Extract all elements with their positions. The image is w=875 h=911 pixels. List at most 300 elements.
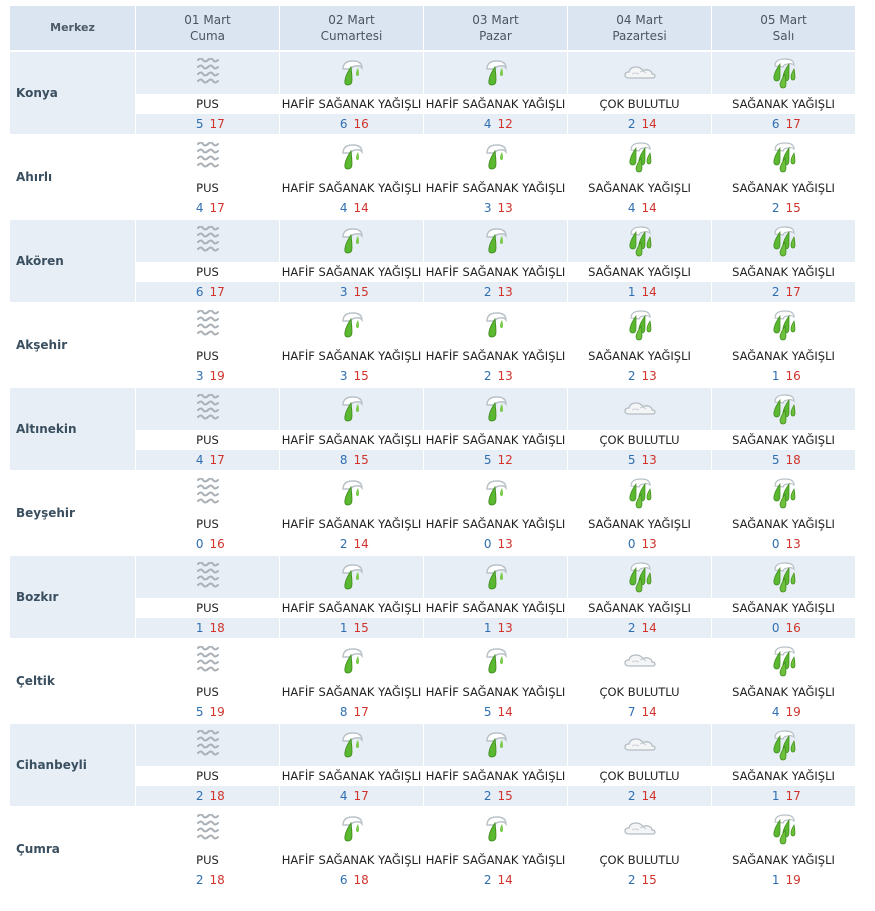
min-temp: 2: [627, 621, 636, 635]
temperature-cell: [280, 618, 424, 638]
temperature-cell: [712, 282, 856, 302]
weather-icon-cell: [280, 134, 424, 178]
min-temp: 7: [627, 705, 636, 719]
weather-icon-cell: [712, 470, 856, 514]
max-temp: 19: [209, 369, 225, 383]
fog-icon: [195, 735, 221, 754]
min-temp: 3: [195, 369, 204, 383]
temperature-cell: [424, 450, 568, 470]
temperature-cell: [136, 618, 280, 638]
weather-icon-cell: [568, 470, 712, 514]
condition-text: SAĞANAK YAĞIŞLI: [712, 178, 856, 198]
min-temp: 0: [627, 537, 636, 551]
weather-icon-cell: [136, 218, 280, 262]
condition-text: ÇOK BULUTLU: [568, 766, 712, 786]
city-condition-row: [10, 262, 856, 282]
temperature-cell: [136, 114, 280, 134]
city-condition-row: [10, 850, 856, 870]
city-name[interactable]: Altınekin: [10, 386, 136, 470]
min-temp: 2: [339, 537, 348, 551]
max-temp: 13: [497, 369, 513, 383]
header-row: [10, 6, 856, 50]
max-temp: 13: [641, 537, 657, 551]
max-temp: 19: [209, 705, 225, 719]
max-temp: 19: [785, 873, 801, 887]
fog-icon: [195, 399, 221, 418]
condition-text: HAFİF SAĞANAK YAĞIŞLI: [424, 178, 568, 198]
temperature-cell: [280, 534, 424, 554]
day-header: [136, 6, 280, 50]
weather-icon-cell: [424, 218, 568, 262]
temperature-cell: [280, 450, 424, 470]
min-temp: 5: [483, 453, 492, 467]
city-condition-row: [10, 430, 856, 450]
weather-icon-cell: [280, 470, 424, 514]
min-temp: 4: [195, 201, 204, 215]
weather-icon-cell: [136, 134, 280, 178]
min-temp: 1: [627, 285, 636, 299]
max-temp: 13: [497, 285, 513, 299]
shower-icon: [767, 483, 801, 502]
day-header: [424, 6, 568, 50]
min-temp: 6: [339, 873, 348, 887]
condition-text: SAĞANAK YAĞIŞLI: [568, 346, 712, 366]
weather-icon-cell: [568, 302, 712, 346]
fog-icon: [195, 231, 221, 250]
weather-icon-cell: [568, 554, 712, 598]
condition-text: ÇOK BULUTLU: [568, 850, 712, 870]
max-temp: 13: [497, 537, 513, 551]
temperature-cell: [424, 618, 568, 638]
max-temp: 16: [209, 537, 225, 551]
light-shower-icon: [337, 819, 367, 838]
max-temp: 14: [497, 873, 513, 887]
max-temp: 13: [497, 201, 513, 215]
temperature-cell: [712, 618, 856, 638]
weather-icon-cell: [136, 50, 280, 94]
shower-icon: [767, 399, 801, 418]
weather-icon-cell: [424, 470, 568, 514]
city-icon-row: [10, 722, 856, 766]
min-temp: 1: [483, 621, 492, 635]
weather-icon-cell: [136, 554, 280, 598]
min-temp: 5: [195, 705, 204, 719]
max-temp: 15: [497, 789, 513, 803]
min-temp: 4: [339, 789, 348, 803]
weather-icon-cell: [568, 638, 712, 682]
min-temp: 2: [627, 789, 636, 803]
min-temp: 1: [339, 621, 348, 635]
condition-text: PUS: [136, 430, 280, 450]
weather-icon-cell: [280, 386, 424, 430]
city-temp-row: [10, 198, 856, 218]
condition-text: PUS: [136, 766, 280, 786]
max-temp: 15: [785, 201, 801, 215]
city-name[interactable]: Cihanbeyli: [10, 722, 136, 806]
weather-icon-cell: [568, 722, 712, 766]
max-temp: 14: [641, 789, 657, 803]
weather-icon-cell: [712, 638, 856, 682]
city-icon-row: [10, 218, 856, 262]
shower-icon: [623, 315, 657, 334]
weather-icon-cell: [712, 50, 856, 94]
fog-icon: [195, 315, 221, 334]
weather-icon-cell: [712, 806, 856, 850]
condition-text: SAĞANAK YAĞIŞLI: [568, 262, 712, 282]
cloudy-icon: [623, 63, 657, 82]
city-temp-row: [10, 114, 856, 134]
condition-text: HAFİF SAĞANAK YAĞIŞLI: [280, 94, 424, 114]
min-temp: 2: [483, 873, 492, 887]
light-shower-icon: [337, 147, 367, 166]
forecast-table: [10, 6, 856, 890]
light-shower-icon: [481, 231, 511, 250]
min-temp: 5: [483, 705, 492, 719]
temperature-cell: [136, 786, 280, 806]
temperature-cell: [280, 114, 424, 134]
light-shower-icon: [481, 567, 511, 586]
fog-icon: [195, 147, 221, 166]
min-temp: 3: [339, 369, 348, 383]
shower-icon: [623, 567, 657, 586]
fog-icon: [195, 63, 221, 82]
corner-header: Merkez: [10, 6, 136, 50]
condition-text: SAĞANAK YAĞIŞLI: [712, 598, 856, 618]
temperature-cell: [568, 114, 712, 134]
shower-icon: [767, 231, 801, 250]
shower-icon: [767, 651, 801, 670]
weather-icon-cell: [424, 554, 568, 598]
max-temp: 15: [641, 873, 657, 887]
city-condition-row: [10, 514, 856, 534]
min-temp: 1: [771, 369, 780, 383]
condition-text: HAFİF SAĞANAK YAĞIŞLI: [280, 682, 424, 702]
light-shower-icon: [481, 483, 511, 502]
fog-icon: [195, 819, 221, 838]
temperature-cell: [280, 282, 424, 302]
temperature-cell: [424, 366, 568, 386]
city-temp-row: [10, 870, 856, 890]
min-temp: 2: [627, 117, 636, 131]
weather-icon-cell: [280, 302, 424, 346]
fog-icon: [195, 567, 221, 586]
temperature-cell: [136, 450, 280, 470]
fog-icon: [195, 483, 221, 502]
max-temp: 16: [785, 621, 801, 635]
day-date: 02 Mart: [328, 13, 375, 27]
weather-icon-cell: [280, 554, 424, 598]
min-temp: 4: [195, 453, 204, 467]
max-temp: 17: [209, 285, 225, 299]
condition-text: HAFİF SAĞANAK YAĞIŞLI: [280, 850, 424, 870]
cloudy-icon: [623, 735, 657, 754]
cloudy-icon: [623, 819, 657, 838]
city-condition-row: [10, 178, 856, 198]
max-temp: 16: [353, 117, 369, 131]
temperature-cell: [136, 702, 280, 722]
temperature-cell: [424, 534, 568, 554]
city-name[interactable]: Çumra: [10, 806, 136, 890]
weather-icon-cell: [424, 134, 568, 178]
city-icon-row: [10, 134, 856, 178]
city-name[interactable]: Ahırlı: [10, 134, 136, 218]
max-temp: 17: [209, 201, 225, 215]
city-temp-row: [10, 450, 856, 470]
max-temp: 17: [209, 117, 225, 131]
max-temp: 18: [209, 873, 225, 887]
temperature-cell: [568, 702, 712, 722]
condition-text: ÇOK BULUTLU: [568, 430, 712, 450]
condition-text: HAFİF SAĞANAK YAĞIŞLI: [424, 514, 568, 534]
condition-text: HAFİF SAĞANAK YAĞIŞLI: [280, 262, 424, 282]
condition-text: SAĞANAK YAĞIŞLI: [712, 682, 856, 702]
day-name: Salı: [772, 29, 795, 43]
day-name: Cuma: [189, 29, 226, 43]
temperature-cell: [280, 702, 424, 722]
city-name[interactable]: Konya: [10, 50, 136, 134]
light-shower-icon: [481, 651, 511, 670]
shower-icon: [767, 567, 801, 586]
weather-icon-cell: [136, 722, 280, 766]
fog-icon: [195, 651, 221, 670]
weather-icon-cell: [568, 218, 712, 262]
weather-icon-cell: [280, 806, 424, 850]
light-shower-icon: [337, 735, 367, 754]
light-shower-icon: [337, 483, 367, 502]
condition-text: SAĞANAK YAĞIŞLI: [712, 850, 856, 870]
temperature-cell: [712, 534, 856, 554]
max-temp: 18: [353, 873, 369, 887]
min-temp: 2: [483, 789, 492, 803]
weather-icon-cell: [568, 386, 712, 430]
city-temp-row: [10, 786, 856, 806]
min-temp: 4: [771, 705, 780, 719]
weather-icon-cell: [424, 50, 568, 94]
city-temp-row: [10, 366, 856, 386]
city-icon-row: [10, 50, 856, 94]
city-icon-row: [10, 806, 856, 850]
city-condition-row: [10, 346, 856, 366]
condition-text: SAĞANAK YAĞIŞLI: [568, 178, 712, 198]
temperature-cell: [280, 870, 424, 890]
max-temp: 17: [785, 117, 801, 131]
max-temp: 19: [785, 705, 801, 719]
day-name: Pazar: [479, 29, 512, 43]
min-temp: 0: [771, 621, 780, 635]
weather-icon-cell: [568, 50, 712, 94]
light-shower-icon: [337, 399, 367, 418]
shower-icon: [767, 147, 801, 166]
condition-text: PUS: [136, 850, 280, 870]
city-temp-row: [10, 534, 856, 554]
max-temp: 17: [353, 789, 369, 803]
weather-icon-cell: [424, 806, 568, 850]
temperature-cell: [424, 870, 568, 890]
temperature-cell: [712, 786, 856, 806]
shower-icon: [767, 735, 801, 754]
condition-text: PUS: [136, 94, 280, 114]
max-temp: 17: [785, 285, 801, 299]
temperature-cell: [424, 786, 568, 806]
weather-icon-cell: [424, 386, 568, 430]
min-temp: 6: [195, 285, 204, 299]
condition-text: HAFİF SAĞANAK YAĞIŞLI: [280, 178, 424, 198]
max-temp: 18: [209, 789, 225, 803]
max-temp: 15: [353, 285, 369, 299]
min-temp: 3: [483, 201, 492, 215]
min-temp: 4: [483, 117, 492, 131]
condition-text: PUS: [136, 598, 280, 618]
temperature-cell: [712, 366, 856, 386]
condition-text: SAĞANAK YAĞIŞLI: [712, 430, 856, 450]
temperature-cell: [136, 366, 280, 386]
min-temp: 1: [771, 873, 780, 887]
condition-text: SAĞANAK YAĞIŞLI: [712, 766, 856, 786]
min-temp: 8: [339, 453, 348, 467]
city-condition-row: [10, 682, 856, 702]
min-temp: 8: [339, 705, 348, 719]
max-temp: 18: [785, 453, 801, 467]
temperature-cell: [136, 198, 280, 218]
city-temp-row: [10, 702, 856, 722]
day-date: 04 Mart: [616, 13, 663, 27]
condition-text: PUS: [136, 346, 280, 366]
condition-text: HAFİF SAĞANAK YAĞIŞLI: [424, 262, 568, 282]
shower-icon: [623, 483, 657, 502]
temperature-cell: [712, 702, 856, 722]
temperature-cell: [136, 282, 280, 302]
max-temp: 15: [353, 369, 369, 383]
city-name[interactable]: Çeltik: [10, 638, 136, 722]
min-temp: 2: [627, 369, 636, 383]
condition-text: HAFİF SAĞANAK YAĞIŞLI: [424, 94, 568, 114]
city-condition-row: [10, 766, 856, 786]
max-temp: 14: [497, 705, 513, 719]
temperature-cell: [280, 366, 424, 386]
day-header: [280, 6, 424, 50]
min-temp: 2: [195, 873, 204, 887]
condition-text: HAFİF SAĞANAK YAĞIŞLI: [424, 598, 568, 618]
light-shower-icon: [481, 147, 511, 166]
weather-icon-cell: [568, 134, 712, 178]
min-temp: 2: [627, 873, 636, 887]
min-temp: 5: [195, 117, 204, 131]
light-shower-icon: [337, 231, 367, 250]
temperature-cell: [424, 282, 568, 302]
temperature-cell: [568, 870, 712, 890]
max-temp: 13: [497, 621, 513, 635]
condition-text: HAFİF SAĞANAK YAĞIŞLI: [280, 766, 424, 786]
condition-text: HAFİF SAĞANAK YAĞIŞLI: [424, 850, 568, 870]
max-temp: 14: [641, 201, 657, 215]
min-temp: 6: [339, 117, 348, 131]
day-date: 01 Mart: [184, 13, 231, 27]
shower-icon: [767, 315, 801, 334]
condition-text: ÇOK BULUTLU: [568, 94, 712, 114]
weather-icon-cell: [712, 134, 856, 178]
condition-text: SAĞANAK YAĞIŞLI: [712, 346, 856, 366]
max-temp: 15: [353, 453, 369, 467]
condition-text: SAĞANAK YAĞIŞLI: [712, 514, 856, 534]
condition-text: HAFİF SAĞANAK YAĞIŞLI: [424, 682, 568, 702]
city-icon-row: [10, 302, 856, 346]
weather-icon-cell: [712, 554, 856, 598]
shower-icon: [767, 819, 801, 838]
max-temp: 16: [785, 369, 801, 383]
temperature-cell: [136, 534, 280, 554]
weather-icon-cell: [136, 638, 280, 682]
max-temp: 14: [353, 537, 369, 551]
city-name[interactable]: Akören: [10, 218, 136, 302]
max-temp: 15: [353, 621, 369, 635]
city-name[interactable]: Akşehir: [10, 302, 136, 386]
city-icon-row: [10, 470, 856, 514]
condition-text: SAĞANAK YAĞIŞLI: [712, 262, 856, 282]
condition-text: HAFİF SAĞANAK YAĞIŞLI: [280, 598, 424, 618]
max-temp: 17: [209, 453, 225, 467]
cloudy-icon: [623, 399, 657, 418]
weather-icon-cell: [424, 638, 568, 682]
weather-icon-cell: [712, 386, 856, 430]
temperature-cell: [136, 870, 280, 890]
temperature-cell: [568, 534, 712, 554]
city-name[interactable]: Beyşehir: [10, 470, 136, 554]
day-date: 03 Mart: [472, 13, 519, 27]
max-temp: 14: [641, 621, 657, 635]
day-date: 05 Mart: [760, 13, 807, 27]
min-temp: 2: [771, 285, 780, 299]
day-header: [568, 6, 712, 50]
light-shower-icon: [337, 651, 367, 670]
condition-text: ÇOK BULUTLU: [568, 682, 712, 702]
light-shower-icon: [481, 63, 511, 82]
temperature-cell: [568, 366, 712, 386]
city-condition-row: [10, 598, 856, 618]
weather-icon-cell: [424, 302, 568, 346]
min-temp: 2: [483, 285, 492, 299]
weather-icon-cell: [136, 470, 280, 514]
light-shower-icon: [481, 735, 511, 754]
light-shower-icon: [337, 63, 367, 82]
max-temp: 14: [641, 285, 657, 299]
temperature-cell: [424, 198, 568, 218]
condition-text: PUS: [136, 514, 280, 534]
condition-text: PUS: [136, 682, 280, 702]
condition-text: PUS: [136, 262, 280, 282]
min-temp: 6: [771, 117, 780, 131]
forecast-table-wrapper: [10, 6, 856, 890]
city-name[interactable]: Bozkır: [10, 554, 136, 638]
light-shower-icon: [481, 399, 511, 418]
min-temp: 5: [627, 453, 636, 467]
shower-icon: [623, 147, 657, 166]
condition-text: HAFİF SAĞANAK YAĞIŞLI: [424, 766, 568, 786]
max-temp: 14: [641, 117, 657, 131]
temperature-cell: [712, 870, 856, 890]
min-temp: 5: [771, 453, 780, 467]
min-temp: 2: [771, 201, 780, 215]
shower-icon: [767, 63, 801, 82]
max-temp: 13: [641, 369, 657, 383]
city-condition-row: [10, 94, 856, 114]
temperature-cell: [280, 198, 424, 218]
temperature-cell: [712, 198, 856, 218]
max-temp: 14: [353, 201, 369, 215]
city-icon-row: [10, 554, 856, 598]
city-temp-row: [10, 282, 856, 302]
light-shower-icon: [481, 819, 511, 838]
min-temp: 0: [771, 537, 780, 551]
